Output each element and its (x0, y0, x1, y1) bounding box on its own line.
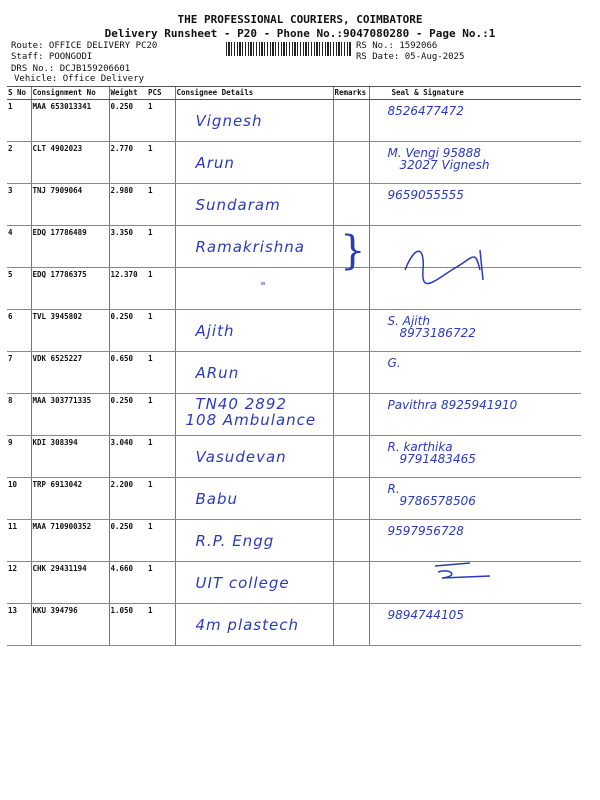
remarks-cell (333, 184, 369, 226)
sno-cell: 10 (7, 478, 31, 520)
signature-cell (369, 100, 581, 142)
consignee-handwriting: Ramakrishna (195, 238, 305, 256)
table-row (7, 478, 581, 520)
drs-text: DRS No.: DCJB159206601 (11, 64, 131, 74)
consignment-cell: EDQ 17786489 (31, 226, 109, 268)
consignee-cell (175, 436, 333, 478)
route-text: Route: OFFICE DELIVERY PC20 (11, 41, 158, 51)
consignee-handwriting: Babu (195, 490, 239, 508)
signature-cell (369, 520, 581, 562)
consignee-handwriting: TN40 2892 (195, 395, 287, 413)
signature-handwriting-line2: 8973186722 (399, 326, 476, 340)
consignment-cell: TNJ 7909064 (31, 184, 109, 226)
table-row (7, 520, 581, 562)
consignee-handwriting: Ajith (195, 322, 235, 340)
sno-cell: 9 (7, 436, 31, 478)
consignment-cell: KKU 394796 (31, 604, 109, 646)
weight-cell: 3.040 (109, 436, 147, 478)
consignee-handwriting: 4m plastech (195, 616, 299, 634)
table-row (7, 604, 581, 646)
barcode (226, 42, 352, 56)
consignee-handwriting: R.P. Engg (195, 532, 275, 550)
consignee-handwriting: Vignesh (195, 112, 263, 130)
consignee-cell (175, 352, 333, 394)
col-consignment: Consignment No (31, 87, 109, 100)
remarks-cell (333, 310, 369, 352)
remarks-cell (333, 436, 369, 478)
sno-cell: 4 (7, 226, 31, 268)
table-row (7, 100, 581, 142)
consignment-cell: MAA 303771335 (31, 394, 109, 436)
signature-cell (369, 352, 581, 394)
sno-cell: 7 (7, 352, 31, 394)
consignee-cell (175, 184, 333, 226)
signature-handwriting-line2: 9791483465 (399, 452, 476, 466)
consignment-cell: TVL 3945802 (31, 310, 109, 352)
signature-handwriting: S. Ajith (387, 314, 430, 328)
weight-cell: 0.250 (109, 310, 147, 352)
col-consignee: Consignee Details (175, 87, 333, 100)
table-row (7, 310, 581, 352)
remarks-cell (333, 520, 369, 562)
pcs-cell: 1 (147, 352, 175, 394)
staff-text: Staff: POONGODI (11, 52, 93, 62)
consignment-cell: MAA 653013341 (31, 100, 109, 142)
sno-cell: 1 (7, 100, 31, 142)
runsheet-title: Delivery Runsheet - P20 - Phone No.:9047080280 - Page No.:1 (104, 27, 496, 40)
consignment-cell: CLT 4902023 (31, 142, 109, 184)
consignee-cell (175, 562, 333, 604)
weight-cell: 3.350 (109, 226, 147, 268)
consignee-cell (175, 310, 333, 352)
sno-cell: 11 (7, 520, 31, 562)
remarks-cell (333, 142, 369, 184)
weight-cell: 0.650 (109, 352, 147, 394)
consignment-cell: MAA 710900352 (31, 520, 109, 562)
col-pcs: PCS (147, 87, 175, 100)
remarks-cell (333, 100, 369, 142)
weight-cell: 0.250 (109, 100, 147, 142)
consignment-cell: VDK 6525227 (31, 352, 109, 394)
signature-handwriting: M. Vengi 95888 (387, 146, 481, 160)
signature-cell (369, 478, 581, 520)
col-signature: Seal & Signature (369, 87, 581, 100)
pcs-cell: 1 (147, 436, 175, 478)
consignment-cell: TRP 6913042 (31, 478, 109, 520)
sno-cell: 8 (7, 394, 31, 436)
signature-cell (369, 604, 581, 646)
signature-cell (369, 310, 581, 352)
consignee-cell (175, 142, 333, 184)
consignee-handwriting: ARun (195, 364, 240, 382)
weight-cell: 0.250 (109, 520, 147, 562)
pcs-cell: 1 (147, 226, 175, 268)
pcs-cell: 1 (147, 142, 175, 184)
consignee-cell (175, 604, 333, 646)
signature-scribble-row-12 (430, 558, 520, 584)
weight-cell: 4.660 (109, 562, 147, 604)
signature-handwriting: R. (387, 482, 400, 496)
table-row (7, 436, 581, 478)
signature-cell (369, 142, 581, 184)
remarks-cell (333, 352, 369, 394)
vehicle-text: Vehicle: Office Delivery (14, 74, 145, 84)
consignee-handwriting: Arun (195, 154, 235, 172)
pcs-cell: 1 (147, 562, 175, 604)
consignee-cell (175, 478, 333, 520)
signature-handwriting: 9894744105 (387, 608, 464, 622)
signature-handwriting: 8526477472 (387, 104, 464, 118)
rs-date-text: RS Date: 05-Aug-2025 (356, 52, 465, 62)
signature-cell (369, 436, 581, 478)
signature-handwriting-line2: 32027 Vignesh (399, 158, 490, 172)
consignee-handwriting: UIT college (195, 574, 290, 592)
consignee-cell (175, 394, 333, 436)
sno-cell: 12 (7, 562, 31, 604)
signature-handwriting: 9597956728 (387, 524, 464, 538)
signature-handwriting: 9659055555 (387, 188, 464, 202)
table-row (7, 394, 581, 436)
pcs-cell: 1 (147, 478, 175, 520)
table-row (7, 142, 581, 184)
signature-scribble-rows-4-5 (395, 240, 505, 285)
col-weight: Weight (109, 87, 147, 100)
pcs-cell: 1 (147, 520, 175, 562)
weight-cell: 1.050 (109, 604, 147, 646)
table-header-row (7, 87, 581, 100)
consignee-handwriting: Sundaram (195, 196, 281, 214)
consignee-cell (175, 226, 333, 268)
pcs-cell: 1 (147, 604, 175, 646)
remarks-cell (333, 562, 369, 604)
company-title: THE PROFESSIONAL COURIERS, COIMBATORE (177, 13, 423, 26)
pcs-cell: 1 (147, 268, 175, 310)
weight-cell: 0.250 (109, 394, 147, 436)
pcs-cell: 1 (147, 184, 175, 226)
consignee-handwriting: " (260, 280, 267, 293)
consignee-cell (175, 100, 333, 142)
table-row (7, 184, 581, 226)
consignee-handwriting: Vasudevan (195, 448, 287, 466)
weight-cell: 2.200 (109, 478, 147, 520)
weight-cell: 2.770 (109, 142, 147, 184)
col-sno: S No (7, 87, 31, 100)
remarks-cell (333, 478, 369, 520)
signature-handwriting: G. (387, 356, 401, 370)
brace-mark: } (340, 228, 366, 274)
col-remarks: Remarks (333, 87, 369, 100)
sno-cell: 13 (7, 604, 31, 646)
consignment-cell: EDQ 17786375 (31, 268, 109, 310)
signature-cell (369, 394, 581, 436)
remarks-cell (333, 394, 369, 436)
signature-handwriting-line2: 9786578506 (399, 494, 476, 508)
table-row (7, 352, 581, 394)
pcs-cell: 1 (147, 394, 175, 436)
remarks-cell (333, 604, 369, 646)
consignee-cell (175, 268, 333, 310)
weight-cell: 2.980 (109, 184, 147, 226)
consignment-cell: CHK 29431194 (31, 562, 109, 604)
weight-cell: 12.370 (109, 268, 147, 310)
rs-no-text: RS No.: 1592066 (356, 41, 438, 51)
consignment-cell: KDI 308394 (31, 436, 109, 478)
signature-handwriting: R. karthika (387, 440, 453, 454)
pcs-cell: 1 (147, 310, 175, 352)
pcs-cell: 1 (147, 100, 175, 142)
sno-cell: 3 (7, 184, 31, 226)
sno-cell: 2 (7, 142, 31, 184)
signature-handwriting: Pavithra 8925941910 (387, 398, 518, 412)
consignee-handwriting-line2: 108 Ambulance (185, 411, 317, 429)
signature-cell (369, 184, 581, 226)
sno-cell: 5 (7, 268, 31, 310)
consignee-cell (175, 520, 333, 562)
sno-cell: 6 (7, 310, 31, 352)
